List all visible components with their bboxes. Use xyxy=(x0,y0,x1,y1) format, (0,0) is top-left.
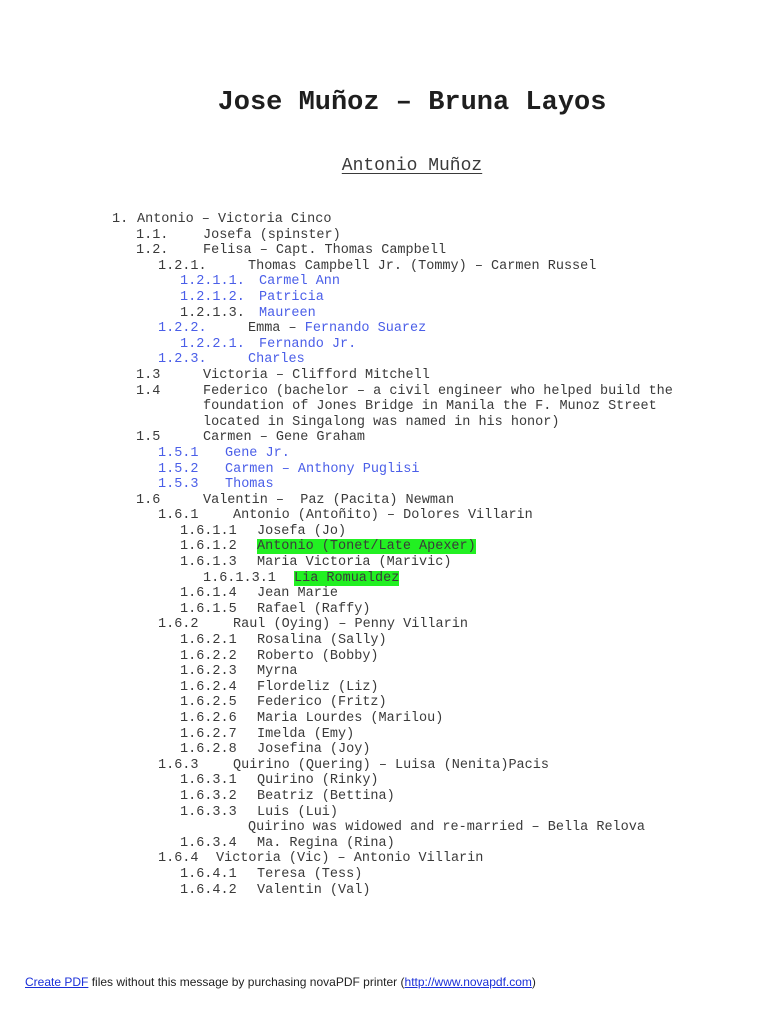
outline-row xyxy=(0,321,768,337)
outline-number: 1.6.2.3 xyxy=(180,664,237,680)
outline-text xyxy=(257,742,370,758)
outline-text xyxy=(259,290,324,306)
document-subtitle xyxy=(0,156,768,176)
outline-text xyxy=(257,789,395,805)
outline-row xyxy=(0,477,768,493)
outline-text xyxy=(257,649,379,665)
outline-number: 1.5 xyxy=(136,430,161,446)
outline-number: 1.6.1 xyxy=(158,508,199,524)
outline-row xyxy=(0,228,768,244)
outline-row xyxy=(0,337,768,353)
outline-text xyxy=(248,352,305,368)
outline-row xyxy=(0,493,768,509)
person-name: Josefa (spinster) xyxy=(203,227,341,243)
person-name: Josefa (Jo) xyxy=(257,523,347,539)
person-name: Charles xyxy=(248,352,305,368)
person-name: Flordeliz (Liz) xyxy=(257,679,379,695)
outline-number: 1.6.2.1 xyxy=(180,633,237,649)
outline-number: 1.6.2.7 xyxy=(180,726,237,742)
outline-row xyxy=(0,602,768,618)
outline-row xyxy=(0,384,768,400)
outline-number: 1.6.1.2 xyxy=(180,539,237,555)
outline-number: 1.2.1. xyxy=(158,258,207,274)
outline-text xyxy=(137,212,331,228)
outline-text xyxy=(257,773,379,789)
outline-text xyxy=(257,695,387,711)
outline-number: 1.6.2.5 xyxy=(180,695,237,711)
highlighted-name: Lia Romualdez xyxy=(294,570,400,586)
outline-row xyxy=(0,633,768,649)
outline-text xyxy=(216,851,483,867)
outline-text xyxy=(257,539,476,555)
person-name: Emma – xyxy=(248,321,305,337)
person-name: Ma. Regina (Rina) xyxy=(257,835,395,851)
person-name: Raul (Oying) – Penny Villarin xyxy=(233,617,468,633)
outline-text xyxy=(257,711,443,727)
person-name: Jean Marie xyxy=(257,586,339,602)
outline-number: 1.2.1.3. xyxy=(180,305,245,321)
person-name: Teresa (Tess) xyxy=(257,866,363,882)
person-name: Carmen – Anthony Puglisi xyxy=(225,461,420,477)
person-name: Thomas xyxy=(225,477,274,493)
person-name: Patricia xyxy=(259,289,324,305)
outline-text xyxy=(257,883,370,899)
person-name: Valentin (Val) xyxy=(257,882,371,898)
person-name: Federico (Fritz) xyxy=(257,695,387,711)
outline-row xyxy=(0,352,768,368)
outline-number: 1.6.4.2 xyxy=(180,882,237,898)
outline-number: 1.6.3.1 xyxy=(180,773,237,789)
outline-row xyxy=(0,399,768,415)
outline-text xyxy=(259,306,316,322)
outline-number: 1.5.2 xyxy=(158,461,199,477)
outline-text xyxy=(233,508,533,524)
outline-number: 1.6.1.4 xyxy=(180,586,237,602)
person-name: Beatriz (Bettina) xyxy=(257,788,395,804)
outline-row xyxy=(0,851,768,867)
outline-text xyxy=(294,571,399,587)
outline-text xyxy=(257,727,354,743)
person-name: Valentin – Paz (Pacita) Newman xyxy=(203,492,455,508)
outline-row xyxy=(0,664,768,680)
outline-number: 1.6.2.8 xyxy=(180,742,237,758)
outline-text xyxy=(203,228,341,244)
outline-row xyxy=(0,742,768,758)
outline-number: 1.2.1.1. xyxy=(180,274,245,290)
person-name: Antonio – Victoria Cinco xyxy=(137,212,332,227)
person-name: Gene Jr. xyxy=(225,445,290,461)
outline-row xyxy=(0,555,768,571)
person-name: Roberto (Bobby) xyxy=(257,648,379,664)
outline-text xyxy=(257,633,387,649)
outline-number: 1.6 xyxy=(136,492,161,508)
outline-text xyxy=(225,462,419,478)
person-name: Maureen xyxy=(259,305,316,321)
outline-number: 1.1. xyxy=(136,227,169,243)
person-name: Maria Lourdes (Marilou) xyxy=(257,711,444,726)
outline-number: 1.5.1 xyxy=(158,445,199,461)
person-name: Victoria – Clifford Mitchell xyxy=(203,367,430,383)
outline-text xyxy=(257,805,338,821)
outline-row xyxy=(0,727,768,743)
person-name: Federico (bachelor – a civil engineer who helped build the xyxy=(203,383,673,399)
outline-number: 1.4 xyxy=(136,383,161,399)
outline-number: 1.3 xyxy=(136,367,161,383)
outline-number: 1.6.4 xyxy=(158,851,199,867)
outline-number: 1.6.1.3 xyxy=(180,555,237,571)
outline-text xyxy=(259,274,340,290)
outline-text xyxy=(233,758,549,774)
person-name: Myrna xyxy=(257,664,298,680)
outline-text xyxy=(257,680,379,696)
person-name: Carmel Ann xyxy=(259,274,341,290)
outline-number: 1. xyxy=(112,212,129,227)
footer-message: files without this message by purchasing novaPDF printer ( xyxy=(88,975,405,989)
outline-row xyxy=(0,773,768,789)
outline-number: 1.6.3.3 xyxy=(180,804,237,820)
family-outline xyxy=(0,212,768,898)
outline-row xyxy=(0,789,768,805)
outline-text xyxy=(248,321,426,337)
outline-row xyxy=(0,680,768,696)
person-name: Victoria (Vic) – Antonio Villarin xyxy=(216,851,484,867)
person-name: Rosalina (Sally) xyxy=(257,633,387,649)
outline-row xyxy=(0,415,768,431)
outline-text xyxy=(248,259,596,275)
outline-text xyxy=(225,477,274,493)
outline-row xyxy=(0,883,768,899)
outline-row xyxy=(0,430,768,446)
outline-text xyxy=(203,399,657,415)
person-name: Thomas Campbell Jr. (Tommy) – Carmen Russel xyxy=(248,258,597,274)
outline-row xyxy=(0,446,768,462)
outline-row xyxy=(0,758,768,774)
outline-number: 1.6.2.4 xyxy=(180,679,237,695)
outline-number: 1.6.3.2 xyxy=(180,788,237,804)
person-name: Felisa – Capt. Thomas Campbell xyxy=(203,243,447,259)
outline-number: 1.2.2. xyxy=(158,321,207,337)
outline-text xyxy=(248,820,645,836)
outline-row xyxy=(0,259,768,275)
outline-text xyxy=(257,586,338,602)
outline-row xyxy=(0,368,768,384)
outline-text xyxy=(257,836,395,852)
spouse-name: Fernando Suarez xyxy=(304,321,427,337)
person-name: Fernando Jr. xyxy=(259,336,357,352)
outline-row xyxy=(0,539,768,555)
outline-row xyxy=(0,243,768,259)
outline-text xyxy=(259,337,356,353)
outline-number: 1.6.3.4 xyxy=(180,835,237,851)
person-name: Maria Victoria (Marivic) xyxy=(257,555,452,571)
outline-row xyxy=(0,617,768,633)
outline-row xyxy=(0,586,768,602)
person-name: Quirino (Quering) – Luisa (Nenita)Pacis xyxy=(233,757,549,773)
outline-number: 1.6.3 xyxy=(158,757,199,773)
person-name: Luis (Lui) xyxy=(257,804,339,820)
outline-row xyxy=(0,462,768,478)
person-name: Rafael (Raffy) xyxy=(257,601,371,617)
outline-text xyxy=(233,617,468,633)
outline-row xyxy=(0,571,768,587)
outline-number: 1.6.2 xyxy=(158,617,199,633)
outline-row xyxy=(0,306,768,322)
outline-row xyxy=(0,524,768,540)
outline-number: 1.6.1.5 xyxy=(180,601,237,617)
outline-number: 1.6.2.2 xyxy=(180,648,237,664)
outline-text xyxy=(225,446,290,462)
outline-text xyxy=(203,415,559,431)
outline-text xyxy=(203,493,454,509)
outline-row xyxy=(0,274,768,290)
outline-text xyxy=(203,430,365,446)
outline-number: 1.6.2.6 xyxy=(180,711,237,726)
create-pdf-link[interactable]: Create PDF xyxy=(25,975,89,989)
highlighted-name: Antonio (Tonet/Late Apexer) xyxy=(257,539,476,555)
novapdf-link[interactable]: http://www.novapdf.com xyxy=(404,975,532,989)
outline-number: 1.2.2.1. xyxy=(180,336,245,352)
person-name: Josefina (Joy) xyxy=(257,742,371,758)
outline-row xyxy=(0,820,768,836)
outline-row xyxy=(0,695,768,711)
outline-text xyxy=(203,243,446,259)
person-name: Imelda (Emy) xyxy=(257,726,355,742)
outline-text xyxy=(257,602,370,618)
outline-text xyxy=(203,384,673,400)
outline-number: 1.2.3. xyxy=(158,352,207,368)
outline-number: 1.2. xyxy=(136,243,169,259)
outline-row xyxy=(0,290,768,306)
outline-row xyxy=(0,212,768,228)
outline-row xyxy=(0,805,768,821)
person-name: foundation of Jones Bridge in Manila the F. Munoz Street xyxy=(203,399,657,415)
outline-text xyxy=(203,368,430,384)
outline-number: 1.2.1.2. xyxy=(180,289,245,305)
person-name: Quirino (Rinky) xyxy=(257,773,379,789)
outline-text xyxy=(257,664,298,680)
person-name: Quirino was widowed and re-married – Bella Relova xyxy=(248,820,645,836)
outline-row xyxy=(0,836,768,852)
outline-number: 1.6.4.1 xyxy=(180,866,237,882)
outline-text xyxy=(257,867,362,883)
person-name: Carmen – Gene Graham xyxy=(203,430,366,446)
person-name: Antonio (Antoñito) – Dolores Villarin xyxy=(233,508,533,524)
footer-end: ) xyxy=(531,975,536,989)
outline-row xyxy=(0,867,768,883)
document-title: Jose Muñoz – Bruna Layos xyxy=(217,88,607,118)
subtitle-text: Antonio Muñoz xyxy=(341,156,483,176)
outline-text xyxy=(257,555,451,571)
outline-number: 1.6.1.1 xyxy=(180,523,237,539)
outline-text xyxy=(257,524,346,540)
pdf-footer xyxy=(25,975,536,989)
outline-row xyxy=(0,649,768,665)
outline-row xyxy=(0,508,768,524)
person-name: located in Singalong was named in his honor) xyxy=(203,414,560,430)
outline-number: 1.5.3 xyxy=(158,477,199,493)
outline-number: 1.6.1.3.1 xyxy=(203,570,276,586)
outline-row xyxy=(0,711,768,727)
